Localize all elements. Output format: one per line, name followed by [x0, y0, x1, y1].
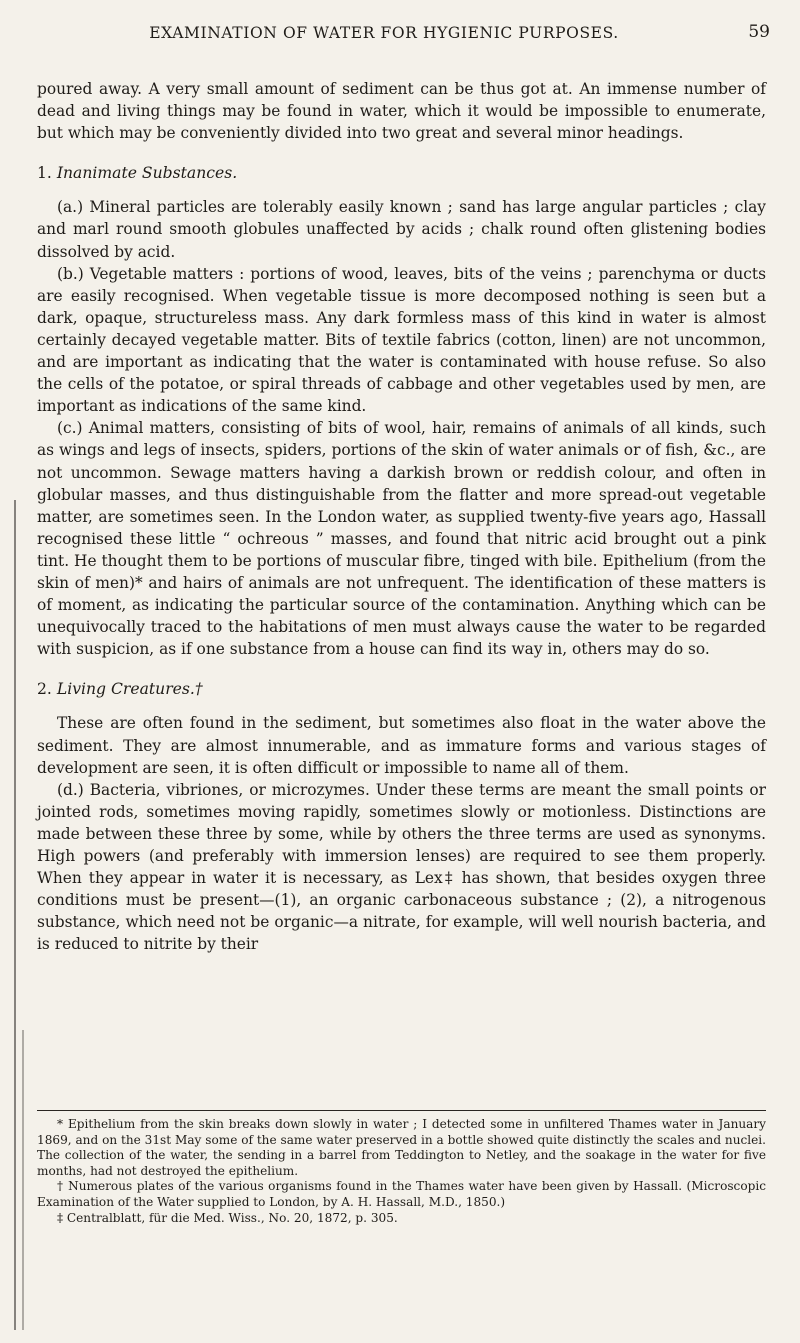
intro-paragraph: poured away. A very small amount of sediment can be thus got at. An immense number of dead and living things may be found in water, which it would be impossible to enumerate, but which may be conveniently divided into two great and several minor headings.: [37, 80, 766, 143]
paragraph-bacteria: (d.) Bacteria, vibriones, or microzymes. Under these terms are meant the small points or jointed rods, sometimes moving rapidly, sometimes slowly or motionless. Distinctions are made between these three by some, while by others the three terms are used as synonyms. High powers (and preferably with immersion lenses) are required to see them properly. When they appear in water it is necessary, as Lex‡ has shown, that besides oxygen three conditions must be present—(1), an organic carbonaceous substance ; (2), a nitrogenous substance, which need not be organic—a nitrate, for example, will well nourish bacteria, and is reduced to nitrite by their: [37, 780, 766, 954]
section-heading-living: [37, 678, 766, 700]
margin-rule-secondary: [22, 1030, 24, 1330]
paragraph-mineral: (a.) Mineral particles are tolerably easily known ; sand has large angular particles ; clay and marl round smooth globules unaffected by acids ; chalk round often glistening bodies dissolved by acid.: [37, 198, 766, 261]
footnotes: [37, 1110, 766, 1226]
section-heading-inanimate: [37, 162, 766, 184]
paragraph-vegetable: (b.) Vegetable matters : portions of wood, leaves, bits of the veins ; parenchyma or ducts are easily recognised. When vegetable tissue is more decomposed nothing is seen but a dark, opaque, structureless mass. Any dark formless mass of this kind in water is almost certainly decayed vegetable matter. Bits of textile fabrics (cotton, linen) are not uncommon, and are important as indicating that the water is contaminated with house refuse. So also the cells of the potatoe, or spiral threads of cabbage and other vegetables used by men, are important as indications of the same kind.: [37, 264, 766, 416]
body-text: [37, 78, 766, 955]
paragraph-living: These are often found in the sediment, but sometimes also float in the water above the sediment. They are almost innumerable, and as immature forms and various stages of development are seen, it is often difficult or impossible to name all of them.: [37, 714, 766, 777]
page-number: 59: [748, 22, 770, 42]
section-title: Living Creatures.†: [56, 680, 203, 699]
section-number: 2.: [37, 680, 52, 699]
footnote-double-dagger: ‡ Centralblatt, für die Med. Wiss., No. 20, 1872, p. 305.: [57, 1210, 398, 1225]
footnote-dagger: † Numerous plates of the various organisms found in the Thames water have been given by Hassall. (Microscopic Examination of the Water supplied to London, by A. H. Hassall, M.D., 1850.): [37, 1179, 766, 1209]
running-head: [0, 24, 800, 48]
footnote-star: * Epithelium from the skin breaks down slowly in water ; I detected some in unfiltered Thames water in January 1869, and on the 31st May some of the same water preserved in a bottle showed quite distinctly the scales and nuclei. The collection of the water, the sending in a barrel from Teddington to Netley, and the soakage in the water for five months, had not destroyed the epithelium.: [37, 1117, 766, 1178]
paragraph-animal: (c.) Animal matters, consisting of bits of wool, hair, remains of animals of all kinds, such as wings and legs of insects, spiders, portions of the skin of water animals or of fish, &c., are not uncommon. Sewage matters having a darkish brown or reddish colour, and often in globular masses, and thus distinguishable from the flatter and more spread-out vegetable matter, are sometimes seen. In the London water, as supplied twenty-five years ago, Hassall recognised these little “ ochreous ” masses, and found that nitric acid brought out a pink tint. He thought them to be portions of muscular fibre, tinged with bile. Epithelium (from the skin of men)* and hairs of animals are not unfrequent. The identification of these matters is of moment, as indicating the particular source of the contamination. Anything which can be unequivocally traced to the habitations of men must always cause the water to be regarded with suspicion, as if one substance from a house can find its way in, others may do so.: [37, 419, 766, 659]
running-title: EXAMINATION OF WATER FOR HYGIENIC PURPOSES.: [149, 24, 619, 42]
section-title: Inanimate Substances.: [56, 164, 238, 183]
margin-rule: [14, 500, 16, 1330]
section-number: 1.: [37, 164, 52, 183]
